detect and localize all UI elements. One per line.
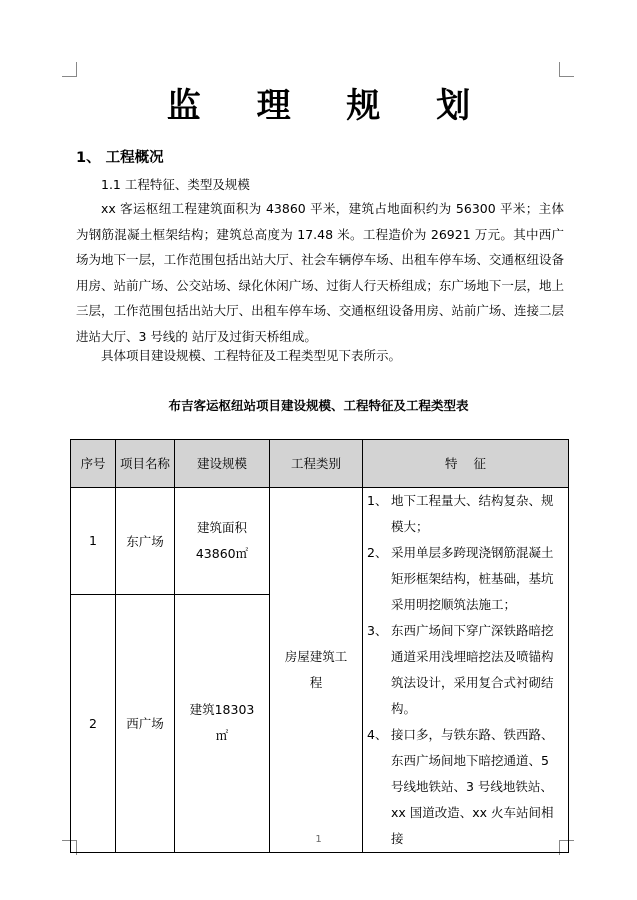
table-caption: 布吉客运枢纽站项目建设规模、工程特征及工程类型表 <box>168 398 469 413</box>
header-features: 特 征 <box>363 440 569 488</box>
row-name: 东广场 <box>116 488 175 595</box>
row-scale: 建筑18303㎡ <box>175 594 270 852</box>
header-name: 项目名称 <box>116 440 175 488</box>
row-name: 西广场 <box>116 594 175 852</box>
feature-item: 2、 采用单层多跨现浇钢筋混凝土矩形框架结构，桩基础，基坑采用明挖顺筑法施工； <box>367 545 554 612</box>
header-no: 序号 <box>71 440 116 488</box>
feature-item: 1、 地下工程量大、结构复杂、规模大； <box>367 493 554 534</box>
table-header-row <box>71 440 569 488</box>
row-scale: 建筑面积43860㎡ <box>175 488 270 595</box>
document-title: 监 理 规 划 <box>166 86 493 126</box>
header-type: 工程类别 <box>270 440 363 488</box>
row-no: 1 <box>71 488 116 595</box>
row-no: 2 <box>71 594 116 852</box>
section-heading: 1、 工程概况 <box>76 150 164 166</box>
header-scale: 建设规模 <box>175 440 270 488</box>
overview-paragraph: xx 客运枢纽工程建筑面积为 43860 平米，建筑占地面积约为 56300 平米；主体为钢筋混凝土框架结构；建筑总高度为 17.48 米。工程造价为 26921 万元。其中西广场为地下一层，工作范围包括出站大厅、社会车辆停车场、出租车停车场、交通枢纽设备用房、站前广场、公交站场、绿化休闲广场、过街人行天桥组成；东广场地下一层，地上三层，工作范围包括出站大厅、出租车停车场、交通枢纽设备用房、站前广场、连接二层进站大厅、3 号线的 站厅及过街天桥组成。 <box>76 201 564 344</box>
page-number: 1 <box>315 834 322 845</box>
table-row <box>71 488 569 595</box>
project-spec-table <box>70 439 569 853</box>
feature-item: 4、 接口多，与铁东路、铁西路、东西广场间地下暗挖通道、5 号线地铁站、3 号线地铁站、xx 国道改造、xx 火车站间相接 <box>367 727 554 846</box>
features-list <box>367 488 564 852</box>
features-cell <box>363 488 569 853</box>
subsection-heading: 1.1 工程特征、类型及规模 <box>101 177 250 192</box>
table-intro-paragraph: 具体项目建设规模、工程特征及工程类型见下表所示。 <box>101 348 402 363</box>
feature-item: 3、 东西广场间下穿广深铁路暗挖通道采用浅埋暗挖法及喷锚构筑法设计，采用复合式衬砌结构。 <box>367 623 554 716</box>
crop-mark-top-left <box>62 62 77 77</box>
crop-mark-top-right <box>559 62 574 77</box>
row-type: 房屋建筑工程 <box>270 488 363 853</box>
